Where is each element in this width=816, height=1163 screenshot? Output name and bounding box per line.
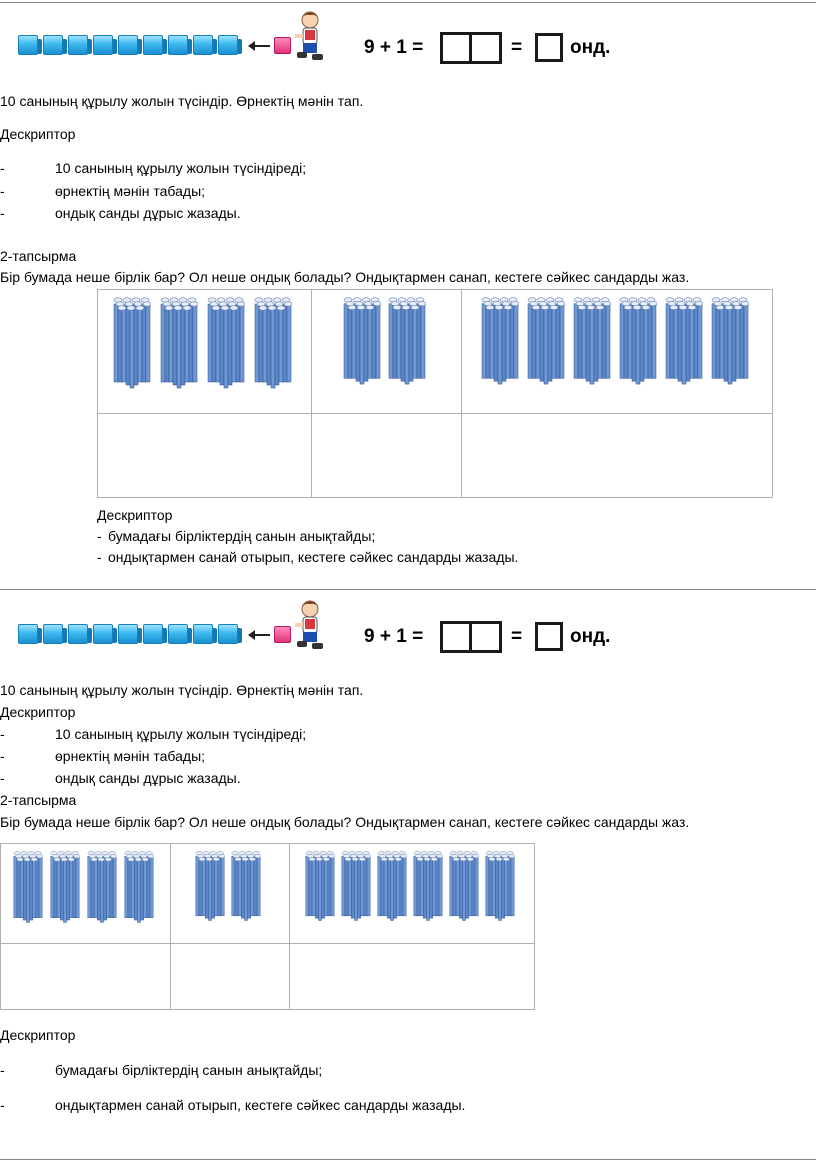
equation-expression: 9 + 1 = [364,37,424,58]
unit-label: онд. [570,37,611,58]
unit-cube-icon [18,624,38,644]
answer-cell-3[interactable] [462,414,773,498]
answer-box-tens-count[interactable] [535,33,563,62]
answer-box-ones[interactable] [469,32,502,64]
task1-descriptor-label: Дескриптор [0,704,76,720]
bullet-dash: - [97,549,102,565]
answer-box-tens[interactable] [440,32,472,64]
task1-descriptor-label: Дескриптор [0,126,76,142]
unit-cube-icon [93,624,113,644]
stick-bundle-icon [341,850,371,927]
stick-bundle-icon [377,850,407,927]
stick-bundle-icon [13,850,43,929]
extra-cube-icon [274,37,291,54]
stick-bundle-icon [573,296,611,391]
stick-bundle-icon [449,850,479,927]
bullet-dash: - [0,748,5,764]
unit-cube-icon [218,35,238,55]
stick-bundle-icon [87,850,117,929]
unit-cube-icon [93,35,113,55]
bullet-dash: - [0,160,5,176]
stick-bundle-icon [388,296,426,391]
task2-item-1: бумадағы бірліктердің санын анықтайды; [55,1062,323,1078]
stick-bundle-icon [485,850,515,927]
bullet-dash: - [0,183,5,199]
unit-cube-icon [168,624,188,644]
equation-expression: 9 + 1 = [364,626,424,647]
unit-cube-icon [18,35,38,55]
bullet-dash: - [0,1097,5,1113]
answer-box-tens-count[interactable] [535,622,563,651]
answer-cell-1[interactable] [98,414,312,498]
task1-item-3: ондық санды дұрыс жазады. [55,205,241,221]
stick-bundle-icon [619,296,657,391]
task1-item-2: өрнектің мәнін табады; [55,748,206,764]
answer-cell-2[interactable] [312,414,462,498]
task2-descriptor-label: Дескриптор [0,1027,76,1043]
answer-cell-1[interactable] [1,944,171,1010]
task1-item-2: өрнектің мәнін табады; [55,183,206,199]
task1-item-1: 10 санының құрылу жолын түсіндіреді; [55,726,307,742]
task2-instruction: Бір бумада неше бірлік бар? Ол неше ондық болады? Ондықтармен санап, кестеге сәйкес сандарды жаз. [0,814,690,830]
unit-cube-icon [218,624,238,644]
stick-bundle-icon [113,296,151,395]
equals-sign: = [511,626,523,647]
stick-bundle-icon [254,296,292,395]
bullet-dash: - [0,1062,5,1078]
bottom-divider [0,1159,816,1160]
bullet-dash: - [0,205,5,221]
unit-cube-icon [118,624,138,644]
answer-box-tens[interactable] [440,621,472,653]
unit-cube-icon [143,624,163,644]
stick-bundle-icon [711,296,749,391]
stick-bundle-icon [481,296,519,391]
answer-box-ones[interactable] [469,621,502,653]
stick-bundle-icon [195,850,225,927]
unit-cube-icon [193,35,213,55]
bundle-cell-2 [312,290,462,414]
task1-item-3: ондық санды дұрыс жазады. [55,770,241,786]
stick-bundle-icon [413,850,443,927]
task2-title: 2-тапсырма [0,248,77,264]
bundle-cell-2 [171,844,290,944]
arrow-left-icon [254,634,270,636]
unit-cube-icon [193,624,213,644]
unit-cube-icon [43,624,63,644]
task2-instruction: Бір бумада неше бірлік бар? Ол неше ондық болады? Ондықтармен санап, кестеге сәйкес сандарды жаз. [0,269,690,285]
stick-bundle-icon [231,850,261,927]
unit-cube-icon [168,35,188,55]
unit-cube-icon [43,35,63,55]
bullet-dash: - [0,770,5,786]
stick-bundle-icon [665,296,703,391]
task1-item-1: 10 санының құрылу жолын түсіндіреді; [55,160,307,176]
top-divider [0,2,816,3]
boy-character-icon [292,597,328,655]
stick-bundle-icon [527,296,565,391]
stick-bundle-icon [305,850,335,927]
unit-cube-icon [118,35,138,55]
equals-sign: = [511,37,523,58]
unit-cube-icon [68,624,88,644]
answer-cell-3[interactable] [290,944,535,1010]
unit-label: онд. [570,626,611,647]
unit-cube-icon [143,35,163,55]
task1-instruction: 10 санының құрылу жолын түсіндір. Өрнектің мәнін тап. [0,93,364,109]
task2-item-2: ондықтармен санай отырып, кестеге сәйкес сандарды жазады. [55,1097,466,1113]
bullet-dash: - [0,726,5,742]
section-divider [0,589,816,590]
answer-cell-2[interactable] [171,944,290,1010]
unit-cube-icon [68,35,88,55]
stick-bundle-icon [50,850,80,929]
task1-instruction: 10 санының құрылу жолын түсіндір. Өрнектің мәнін тап. [0,682,364,698]
extra-cube-icon [274,626,291,643]
bullet-dash: - [97,528,102,544]
boy-character-icon [292,8,328,66]
stick-bundle-icon [343,296,381,391]
task2-item-2: ондықтармен санай отырып, кестеге сәйкес сандарды жазады. [108,549,519,565]
stick-bundle-icon [160,296,198,395]
task2-title: 2-тапсырма [0,792,77,808]
task2-descriptor-label: Дескриптор [97,507,173,523]
stick-bundle-icon [207,296,245,395]
task2-item-1: бумадағы бірліктердің санын анықтайды; [108,528,376,544]
arrow-left-icon [254,45,270,47]
stick-bundle-icon [124,850,154,929]
